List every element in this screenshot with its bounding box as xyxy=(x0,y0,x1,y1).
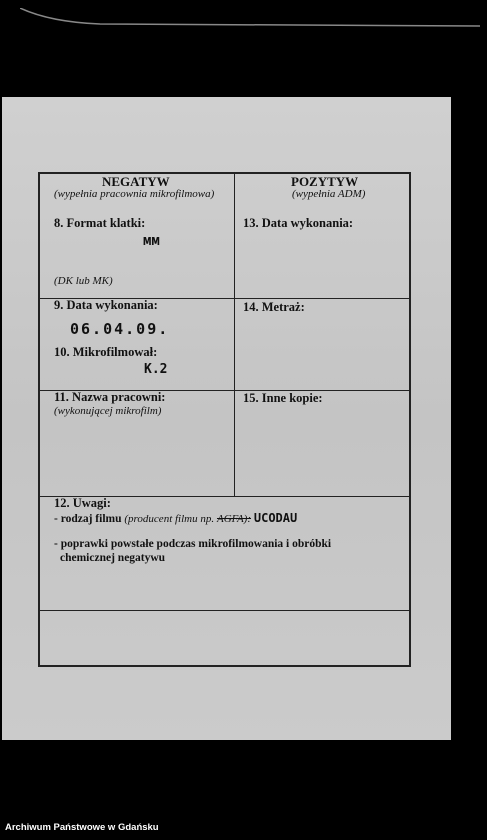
negatyw-subtitle: (wypełnia pracownia mikrofilmowa) xyxy=(54,188,215,200)
nazwa-pracowni-label: 11. Nazwa pracowni: xyxy=(54,390,166,404)
inne-kopie-label: 15. Inne kopie: xyxy=(243,391,323,405)
metraz-label: 14. Metraż: xyxy=(243,300,305,314)
uwagi-label: 12. Uwagi: xyxy=(54,496,111,510)
producent-hint: (producent filmu np. xyxy=(124,513,215,525)
pozytyw-subtitle: (wypełnia ADM) xyxy=(292,188,366,200)
data-wykonania-negatyw-label: 9. Data wykonania: xyxy=(54,298,158,312)
column-divider xyxy=(234,174,235,497)
mikrofilmowal-label: 10. Mikrofilmował: xyxy=(54,345,158,359)
scan-edge-line xyxy=(20,8,480,28)
pozytyw-title: POZYTYW xyxy=(291,174,359,189)
negatyw-title: NEGATYW xyxy=(102,174,170,189)
uwagi-line-1 xyxy=(54,511,297,525)
format-hint: (DK lub MK) xyxy=(54,275,113,287)
film-producent-value: UCODAU xyxy=(253,511,298,525)
form-grid xyxy=(38,172,411,667)
mikrofilmowal-value: K.2 xyxy=(144,362,168,377)
archive-footer: Archiwum Państwowe w Gdańsku xyxy=(5,822,159,833)
format-label: 8. Format klatki: xyxy=(54,216,146,230)
uwagi-line-2: - poprawki powstałe podczas mikrofilmowania i obróbki xyxy=(54,538,332,550)
format-value: мм xyxy=(143,233,160,249)
struck-example: AGFA): xyxy=(216,513,251,525)
uwagi-line-3: chemicznej negatywu xyxy=(60,552,166,564)
nazwa-pracowni-hint: (wykonującej mikrofilm) xyxy=(54,405,162,417)
rodzaj-filmu-label: - rodzaj filmu xyxy=(54,513,122,525)
data-wykonania-negatyw-value: 06.04.09. xyxy=(70,320,170,338)
row-divider-4 xyxy=(40,610,409,611)
data-wykonania-pozytyw-label: 13. Data wykonania: xyxy=(243,216,354,230)
